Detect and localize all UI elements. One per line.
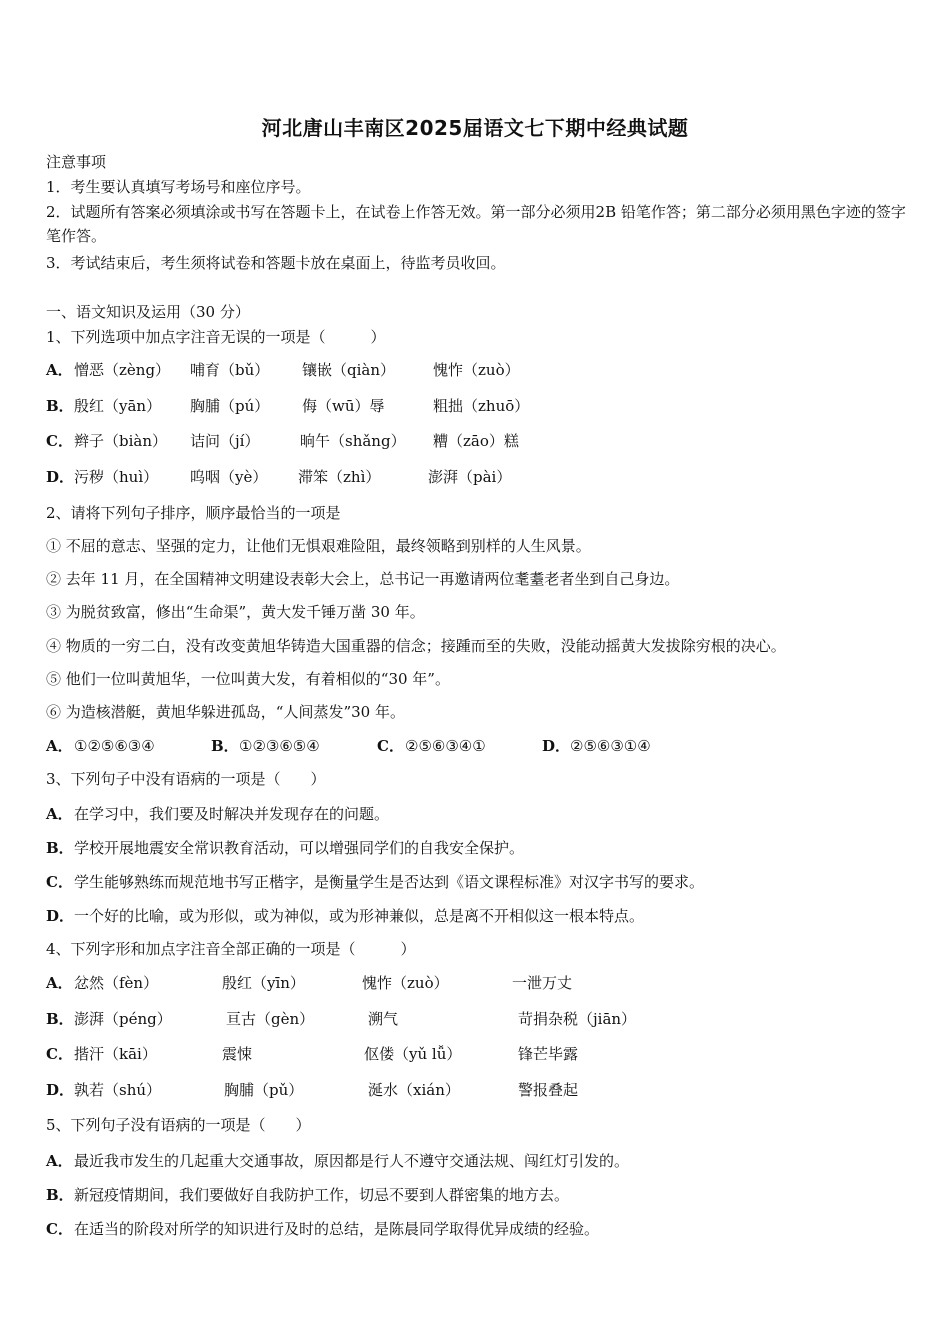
q4-option-c-item: 伛偻（yǔ lǚ） (364, 1045, 462, 1063)
q4-option-b-item: 亘古（gèn） (226, 1010, 315, 1028)
q5-option-a-text: 最近我市发生的几起重大交通事故，原因都是行人不遵守交通法规、闯红灯引发的。 (74, 1152, 630, 1170)
q1-option-a-label: A． (46, 361, 73, 379)
q1-option-a-item: 哺育（bǔ） (190, 361, 270, 379)
q2-option-b-label: B． (211, 737, 239, 755)
q3-option-a-label: A． (46, 805, 73, 823)
q3-option-b-text: 学校开展地震安全常识教育活动，可以增强同学们的自我安全保护。 (74, 839, 525, 857)
q4-option-c-item: 揩汗（kāi） (74, 1045, 157, 1063)
q1-option-b-item: 侮（wū）辱 (302, 397, 385, 415)
q3-option-a-text: 在学习中，我们要及时解决并发现存在的问题。 (74, 805, 390, 823)
q4-option-d-item: 孰若（shú） (74, 1081, 162, 1099)
q3-option-d-label: D． (46, 907, 75, 925)
q1-option-d-item: 澎湃（pài） (428, 468, 512, 486)
q3-option-b-label: B． (46, 839, 74, 857)
q1-option-a-item: 愧怍（zuò） (433, 361, 520, 379)
q2-option-d-label: D． (542, 737, 571, 755)
q5-option-c-text: 在适当的阶段对所学的知识进行及时的总结，是陈晨同学取得优异成绩的经验。 (74, 1220, 600, 1238)
q4-stem: 4、下列字形和加点字注音全部正确的一项是（ ） (46, 940, 416, 958)
q2-sentence: ② 去年 11 月，在全国精神文明建设表彰大会上，总书记一再邀请两位耄耋老者坐到自己身边。 (46, 570, 680, 588)
q4-option-d-label: D． (46, 1081, 75, 1099)
q1-option-d-item: 污秽（huì） (74, 468, 159, 486)
q4-option-b-item: 苛捐杂税（jiān） (518, 1010, 637, 1028)
q1-option-c-item: 晌午（shǎng） (300, 432, 406, 450)
q1-option-b-item: 殷红（yān） (74, 397, 162, 415)
q1-option-d-item: 滞笨（zhì） (298, 468, 381, 486)
q5-stem: 5、下列句子没有语病的一项是（ ） (46, 1116, 311, 1134)
q2-option-c-label: C． (377, 737, 404, 755)
q4-option-a-item: 一泄万丈 (512, 974, 573, 992)
q4-option-a-label: A． (46, 974, 73, 992)
q2-sentence: ⑤ 他们一位叫黄旭华，一位叫黄大发，有着相似的“30 年”。 (46, 670, 450, 688)
q4-option-c-item: 锋芒毕露 (518, 1045, 579, 1063)
q5-option-b-text: 新冠疫情期间，我们要做好自我防护工作，切忌不要到人群密集的地方去。 (74, 1186, 570, 1204)
q2-option-d-text: ②⑤⑥③①④ (570, 737, 651, 755)
q2-stem: 2、请将下列句子排序，顺序最恰当的一项是 (46, 504, 341, 522)
q1-option-a-item: 憎恶（zèng） (74, 361, 171, 379)
q4-option-a-item: 忿然（fèn） (74, 974, 159, 992)
notice-item-2: 2．试题所有答案必须填涂或书写在答题卡上，在试卷上作答无效。第一部分必须用2B 铅笔作答；第二部分必须用黑色字迹的签字笔作答。 (46, 203, 906, 245)
q2-sentence: ④ 物质的一穷二白，没有改变黄旭华铸造大国重器的信念；接踵而至的失败，没能动摇黄大发拔除穷根的决心。 (46, 637, 786, 655)
q5-option-c-label: C． (46, 1220, 73, 1238)
q4-option-a-item: 愧怍（zuò） (362, 974, 449, 992)
q2-sentence: ⑥ 为造核潜艇，黄旭华躲进孤岛，“人间蒸发”30 年。 (46, 703, 405, 721)
q1-option-a-item: 镶嵌（qiàn） (302, 361, 396, 379)
q4-option-c-label: C． (46, 1045, 73, 1063)
q4-option-d-item: 涎水（xián） (368, 1081, 460, 1099)
q1-option-c-item: 糟（zāo）糕 (433, 432, 519, 450)
notice-item-3: 3．考试结束后，考生须将试卷和答题卡放在桌面上，待监考员收回。 (46, 254, 506, 272)
q1-option-b-item: 粗拙（zhuō） (433, 397, 530, 415)
q2-sentence: ③ 为脱贫致富，修出“生命渠”，黄大发千锤万凿 30 年。 (46, 603, 425, 621)
q3-option-d-text: 一个好的比喻，或为形似，或为神似，或为形神兼似，总是离不开相似这一根本特点。 (74, 907, 645, 925)
q4-option-d-item: 胸脯（pǔ） (224, 1081, 304, 1099)
q1-option-b-label: B． (46, 397, 74, 415)
q4-option-d-item: 警报叠起 (518, 1081, 579, 1099)
q4-option-b-item: 澎湃（péng） (74, 1010, 172, 1028)
q4-option-b-label: B． (46, 1010, 74, 1028)
notice-heading: 注意事项 (46, 153, 107, 171)
q1-option-d-label: D． (46, 468, 75, 486)
q4-option-a-item: 殷红（yīn） (222, 974, 305, 992)
q3-stem: 3、下列句子中没有语病的一项是（ ） (46, 770, 326, 788)
notice-item-1: 1．考生要认真填写考场号和座位序号。 (46, 178, 311, 196)
q1-option-c-item: 辫子（biàn） (74, 432, 168, 450)
q3-option-c-label: C． (46, 873, 73, 891)
q1-option-b-item: 胸脯（pú） (190, 397, 270, 415)
q5-option-b-label: B． (46, 1186, 74, 1204)
q2-option-a-text: ①②⑤⑥③④ (74, 737, 155, 755)
q4-option-b-item: 溯气 (368, 1010, 399, 1028)
q1-option-c-item: 诘问（jí） (190, 432, 260, 450)
q2-option-c-text: ②⑤⑥③④① (405, 737, 486, 755)
page-title: 河北唐山丰南区2025届语文七下期中经典试题 (261, 116, 689, 140)
q1-stem: 1、下列选项中加点字注音无误的一项是（ ） (46, 328, 386, 346)
q4-option-c-item: 震悚 (222, 1045, 253, 1063)
section-heading: 一、语文知识及运用（30 分） (46, 303, 250, 321)
q1-option-c-label: C． (46, 432, 73, 450)
q2-sentence: ① 不屈的意志、坚强的定力，让他们无惧艰难险阻，最终领略到别样的人生风景。 (46, 537, 591, 555)
q2-option-a-label: A． (46, 737, 73, 755)
q2-option-b-text: ①②③⑥⑤④ (239, 737, 320, 755)
q5-option-a-label: A． (46, 1152, 73, 1170)
q1-option-d-item: 呜咽（yè） (190, 468, 268, 486)
q3-option-c-text: 学生能够熟练而规范地书写正楷字，是衡量学生是否达到《语文课程标准》对汉字书写的要求。 (74, 873, 705, 891)
